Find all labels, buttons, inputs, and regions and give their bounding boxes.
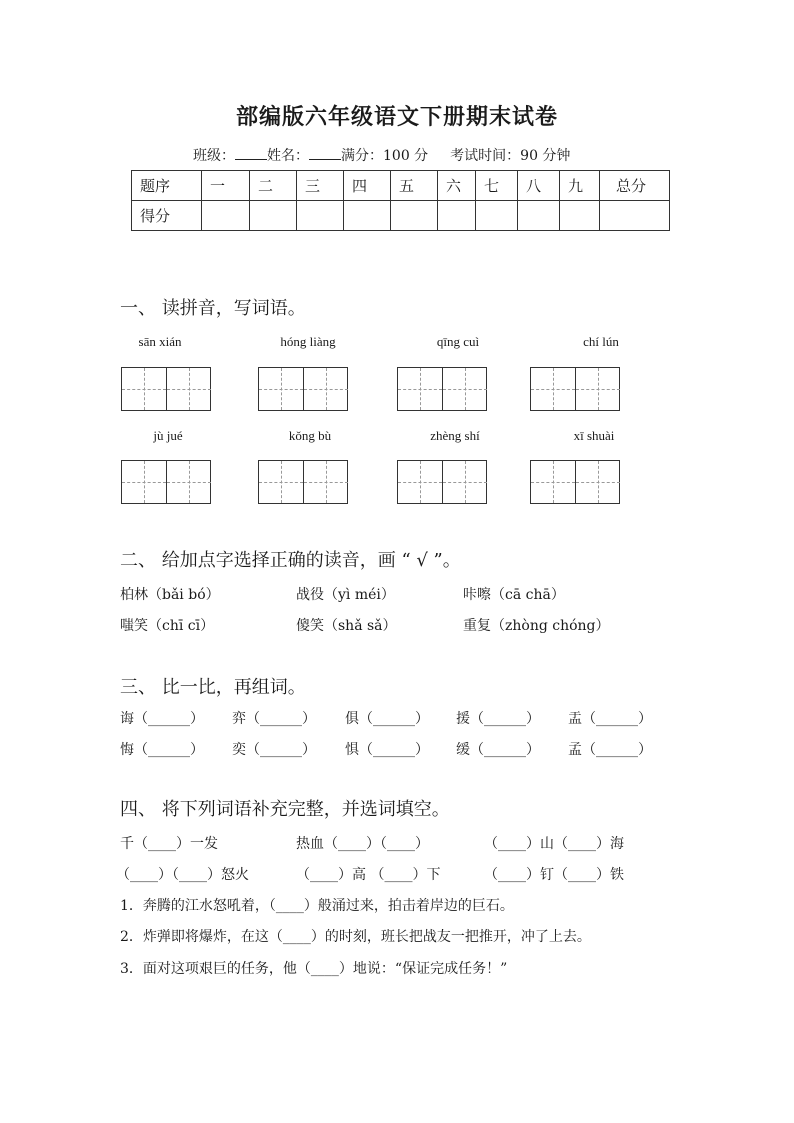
section-3-heading: 三、 比一比，再组词。 [120,677,306,698]
word-blank[interactable]: 惧（______） [345,742,429,758]
section-2-heading: 二、 给加点字选择正确的读音，画 “ √ ”。 [120,550,461,571]
class-label: 班级： [193,148,235,164]
header-cell: 四 [344,171,391,201]
score-cell[interactable] [560,201,600,231]
score-cell[interactable] [297,201,344,231]
header-cell: 五 [391,171,438,201]
writing-grid[interactable] [397,460,487,504]
word-blank[interactable]: 俱（______） [345,711,429,727]
writing-grid[interactable] [121,460,211,504]
pinyin-label: xī shuài [573,428,615,443]
writing-grid[interactable] [530,460,620,504]
reading-choice[interactable]: 咔嚓（cā chā） [463,587,565,603]
reading-choice[interactable]: 重复（zhòng chóng） [463,618,610,634]
idiom-blank[interactable]: （____）（____）怒火 [116,867,249,883]
name-blank[interactable] [309,145,341,160]
word-blank[interactable]: 奕（______） [232,742,316,758]
score-cell[interactable] [476,201,518,231]
word-blank[interactable]: 悔（______） [120,742,204,758]
fill-question-2[interactable]: 2．炸弹即将爆炸，在这（____）的时刻，班长把战友一把推开，冲了上去。 [120,929,591,945]
word-blank[interactable]: 盂（______） [568,711,652,727]
page-title: 部编版六年级语文下册期末试卷 [235,104,558,130]
name-label: 姓名： [267,148,309,164]
word-blank[interactable]: 诲（______） [120,711,204,727]
header-cell: 题序 [132,171,202,201]
class-blank[interactable] [235,145,267,160]
score-cell[interactable] [250,201,297,231]
header-cell: 一 [202,171,250,201]
reading-choice[interactable]: 嗤笑（chī cī） [120,618,215,634]
score-table [131,170,670,231]
pinyin-label: zhèng shí [430,428,480,443]
pinyin-label: qīng cuì [436,334,480,349]
word-blank[interactable]: 孟（______） [568,742,652,758]
header-cell: 三 [297,171,344,201]
reading-choice[interactable]: 柏林（bǎi bó） [120,587,220,603]
word-blank[interactable]: 援（______） [456,711,540,727]
score-row [132,201,670,231]
writing-grid[interactable] [397,367,487,411]
pinyin-label: kǒng bù [288,428,332,443]
idiom-blank[interactable]: （____）钉（____）铁 [484,867,624,883]
score-cell[interactable] [344,201,391,231]
word-blank[interactable]: 缓（______） [456,742,540,758]
header-cell: 总分 [600,171,670,201]
reading-choice[interactable]: 傻笑（shǎ sǎ） [296,618,397,634]
score-cell[interactable] [202,201,250,231]
idiom-blank[interactable]: （____）高 （____）下 [296,867,441,883]
pinyin-label: hóng liàng [280,334,336,349]
fill-question-1[interactable]: 1．奔腾的江水怒吼着，（____）般涌过来，拍击着岸边的巨石。 [120,898,514,914]
header-cell: 二 [250,171,297,201]
score-cell[interactable] [518,201,560,231]
header-cell: 九 [560,171,600,201]
exam-time: 考试时间：90 分钟 [450,148,571,164]
idiom-blank[interactable]: （____）山（____）海 [484,836,624,852]
score-cell[interactable] [438,201,476,231]
section-4-heading: 四、 将下列词语补充完整，并选词填空。 [120,799,450,820]
section-1-heading: 一、 读拼音，写词语。 [120,298,306,319]
pinyin-label: sān xián [138,334,182,349]
idiom-blank[interactable]: 热血（____）（____） [296,836,429,852]
header-cell: 七 [476,171,518,201]
fill-question-3[interactable]: 3．面对这项艰巨的任务，他（____）地说：“保证完成任务！” [120,961,508,977]
word-blank[interactable]: 弈（______） [232,711,316,727]
header-cell: 六 [438,171,476,201]
writing-grid[interactable] [121,367,211,411]
score-header-row [132,171,670,201]
score-cell[interactable] [391,201,438,231]
reading-choice[interactable]: 战役（yì méi） [296,587,395,603]
writing-grid[interactable] [258,367,348,411]
idiom-blank[interactable]: 千（____）一发 [120,836,218,852]
exam-info [193,145,570,165]
header-cell: 八 [518,171,560,201]
writing-grid[interactable] [258,460,348,504]
full-score: 满分：100 分 [341,148,429,164]
writing-grid[interactable] [530,367,620,411]
score-row-label: 得分 [132,201,202,231]
pinyin-label: jù jué [153,428,183,443]
score-cell[interactable] [600,201,670,231]
pinyin-label: chí lún [583,334,619,349]
